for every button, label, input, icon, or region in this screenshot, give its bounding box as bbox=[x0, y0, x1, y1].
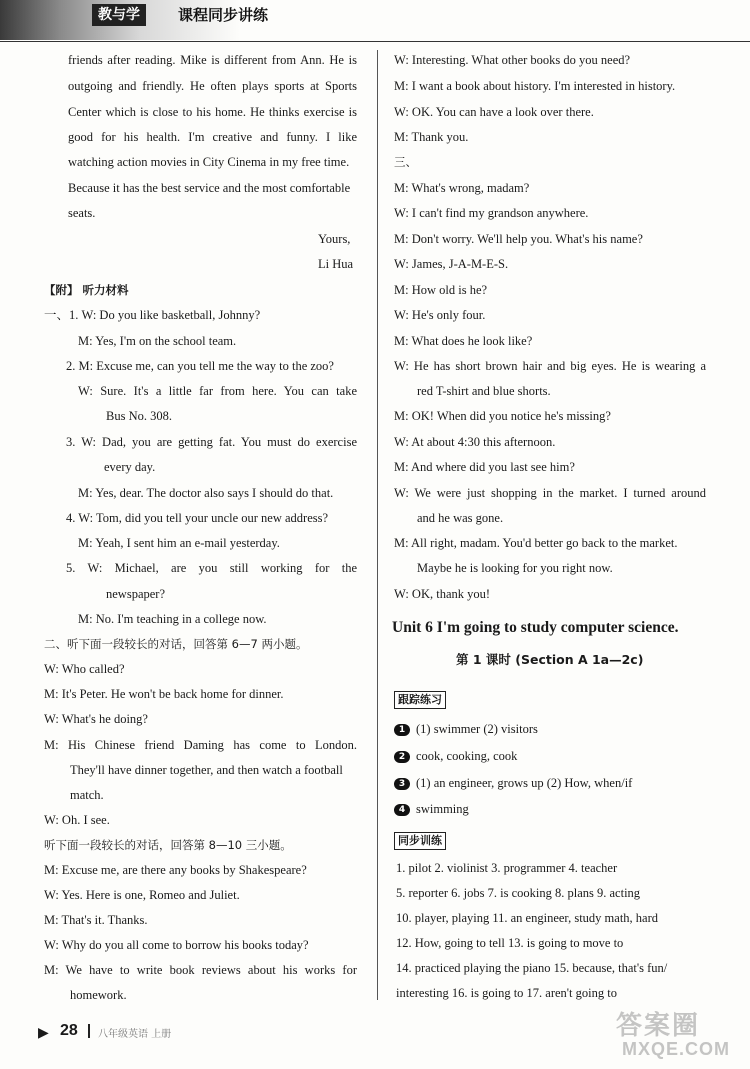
answer-text: swimming bbox=[416, 802, 469, 816]
sync-answer-line-3: 10. player, playing 11. an engineer, study math, hard bbox=[396, 911, 659, 925]
left-line-19: 4. W: Tom, did you tell your uncle our new address? bbox=[66, 511, 329, 525]
left-line-18: M: Yes, dear. The doctor also says I should do that. bbox=[78, 486, 334, 500]
left-line-13: 2. M: Excuse me, can you tell me the way to the zoo? bbox=[66, 359, 334, 373]
answer-item bbox=[394, 721, 538, 737]
left-line-30: match. bbox=[70, 788, 104, 802]
right-line-7: W: I can't find my grandson anywhere. bbox=[394, 206, 589, 220]
right-line-21: Maybe he is looking for you right now. bbox=[417, 561, 613, 575]
right-line-9: W: James, J-A-M-E-S. bbox=[394, 257, 509, 271]
number-badge: 4 bbox=[394, 804, 410, 816]
answer-item bbox=[394, 775, 632, 791]
sync-answer-line-6: interesting 16. is going to 17. aren't going to bbox=[396, 986, 617, 1000]
left-line-35: M: That's it. Thanks. bbox=[44, 913, 148, 927]
left-line-16: 3. W: Dad, you are getting fat. You must do exercise bbox=[66, 435, 357, 449]
answer-text: cook, cooking, cook bbox=[416, 749, 518, 763]
right-line-15: M: OK! When did you notice he's missing? bbox=[394, 409, 611, 423]
left-line-7: seats. bbox=[68, 206, 96, 220]
answer-item bbox=[394, 801, 469, 817]
left-line-3: Center which is close to his home. He thinks exercise is bbox=[68, 105, 357, 119]
unit-title: Unit 6 I'm going to study computer science. bbox=[392, 619, 679, 636]
sync-answer-line-1: 1. pilot 2. violinist 3. programmer 4. teacher bbox=[396, 861, 618, 875]
sync-answer-line-5: 14. practiced playing the piano 15. because, that's fun/ bbox=[396, 961, 668, 975]
right-line-22: W: OK, thank you! bbox=[394, 587, 491, 601]
right-line-1: W: Interesting. What other books do you need? bbox=[394, 53, 631, 67]
left-line-23: M: No. I'm teaching in a college now. bbox=[78, 612, 267, 626]
number-badge: 1 bbox=[394, 724, 410, 736]
letter-signature: Li Hua bbox=[318, 257, 354, 271]
left-line-1: friends after reading. Mike is different from Ann. He is bbox=[68, 53, 357, 67]
left-line-5: watching action movies in City Cinema in my free time. bbox=[68, 155, 350, 169]
footer-arrow-icon: ▶ bbox=[38, 1026, 49, 1041]
right-line-8: M: Don't worry. We'll help you. What's his name? bbox=[394, 232, 643, 246]
brand-logo: 教与学 bbox=[92, 4, 146, 26]
watermark-logo bbox=[596, 1005, 736, 1063]
left-line-6: Because it has the best service and the most comfortable bbox=[68, 181, 351, 195]
watermark-url: MXQE.COM bbox=[622, 1039, 731, 1059]
left-line-34: W: Yes. Here is one, Romeo and Juliet. bbox=[44, 888, 240, 902]
left-line-12: M: Yes, I'm on the school team. bbox=[78, 334, 237, 348]
number-badge: 2 bbox=[394, 751, 410, 763]
answer-text: (1) an engineer, grows up (2) How, when/if bbox=[416, 776, 633, 790]
right-line-14: red T-shirt and blue shorts. bbox=[417, 384, 551, 398]
series-title: 课程同步讲练 bbox=[178, 6, 269, 24]
right-line-10: M: How old is he? bbox=[394, 283, 488, 297]
appendix-heading: 【附】 听力材料 bbox=[44, 283, 129, 297]
number-badge: 3 bbox=[394, 778, 410, 790]
section-label-sync: 同步训练 bbox=[394, 832, 446, 850]
left-line-32: 听下面一段较长的对话，回答第 8—10 三小题。 bbox=[44, 838, 292, 852]
letter-closing: Yours, bbox=[318, 232, 351, 246]
left-line-36: W: Why do you all come to borrow his books today? bbox=[44, 938, 309, 952]
right-line-3: W: OK. You can have a look over there. bbox=[394, 105, 594, 119]
left-line-31: W: Oh. I see. bbox=[44, 813, 110, 827]
left-line-17: every day. bbox=[104, 460, 156, 474]
footer-bar bbox=[88, 1024, 90, 1038]
footer-text: 八年级英语 上册 bbox=[98, 1029, 172, 1040]
answer-item bbox=[394, 748, 517, 764]
right-line-4: M: Thank you. bbox=[394, 130, 469, 144]
right-line-11: W: He's only four. bbox=[394, 308, 486, 322]
left-line-29: They'll have dinner together, and then watch a football bbox=[70, 763, 343, 777]
right-line-2: M: I want a book about history. I'm interested in history. bbox=[394, 79, 676, 93]
right-line-19: and he was gone. bbox=[417, 511, 504, 525]
left-line-33: M: Excuse me, are there any books by Shakespeare? bbox=[44, 863, 307, 877]
left-line-20: M: Yeah, I sent him an e-mail yesterday. bbox=[78, 536, 280, 550]
right-line-18: W: We were just shopping in the market. I turned around bbox=[394, 486, 706, 500]
left-line-2: outgoing and friendly. He often plays sports at Sports bbox=[68, 79, 357, 93]
answer-text: (1) swimmer (2) visitors bbox=[416, 722, 538, 736]
right-line-6: M: What's wrong, madam? bbox=[394, 181, 530, 195]
left-line-24: 二、听下面一段较长的对话，回答第 6—7 两小题。 bbox=[44, 637, 308, 651]
left-line-14: W: Sure. It's a little far from here. You can take bbox=[78, 384, 357, 398]
left-line-4: good for his health. I'm creative and funny. I like bbox=[68, 130, 357, 144]
left-line-28: M: His Chinese friend Daming has come to London. bbox=[44, 738, 357, 752]
right-line-16: W: At about 4:30 this afternoon. bbox=[394, 435, 556, 449]
left-line-21: 5. W: Michael, are you still working for the bbox=[66, 561, 357, 575]
page-number: 28 bbox=[60, 1022, 78, 1039]
left-line-27: W: What's he doing? bbox=[44, 712, 148, 726]
right-line-13: W: He has short brown hair and big eyes. He is wearing a bbox=[394, 359, 706, 373]
sync-answer-line-4: 12. How, going to tell 13. is going to move to bbox=[396, 936, 624, 950]
left-line-38: homework. bbox=[70, 988, 127, 1002]
section-label-tracking: 跟踪练习 bbox=[394, 691, 446, 709]
header-rule bbox=[0, 41, 750, 42]
left-line-22: newspaper? bbox=[106, 587, 165, 601]
right-line-5: 三、 bbox=[394, 155, 417, 169]
page-header bbox=[0, 0, 750, 42]
left-line-25: W: Who called? bbox=[44, 662, 125, 676]
left-line-11: 一、1. W: Do you like basketball, Johnny? bbox=[44, 308, 261, 322]
watermark-text: 答案圈 bbox=[616, 1011, 701, 1041]
right-line-17: M: And where did you last see him? bbox=[394, 460, 575, 474]
left-line-37: M: We have to write book reviews about his works for bbox=[44, 963, 357, 977]
right-line-20: M: All right, madam. You'd better go back to the market. bbox=[394, 536, 678, 550]
left-line-26: M: It's Peter. He won't be back home for dinner. bbox=[44, 687, 284, 701]
left-line-15: Bus No. 308. bbox=[106, 409, 172, 423]
right-line-12: M: What does he look like? bbox=[394, 334, 533, 348]
lesson-title: 第 1 课时 (Section A 1a—2c) bbox=[456, 652, 644, 667]
sync-answer-line-2: 5. reporter 6. jobs 7. is cooking 8. plans 9. acting bbox=[396, 886, 641, 900]
column-divider bbox=[377, 50, 378, 1000]
